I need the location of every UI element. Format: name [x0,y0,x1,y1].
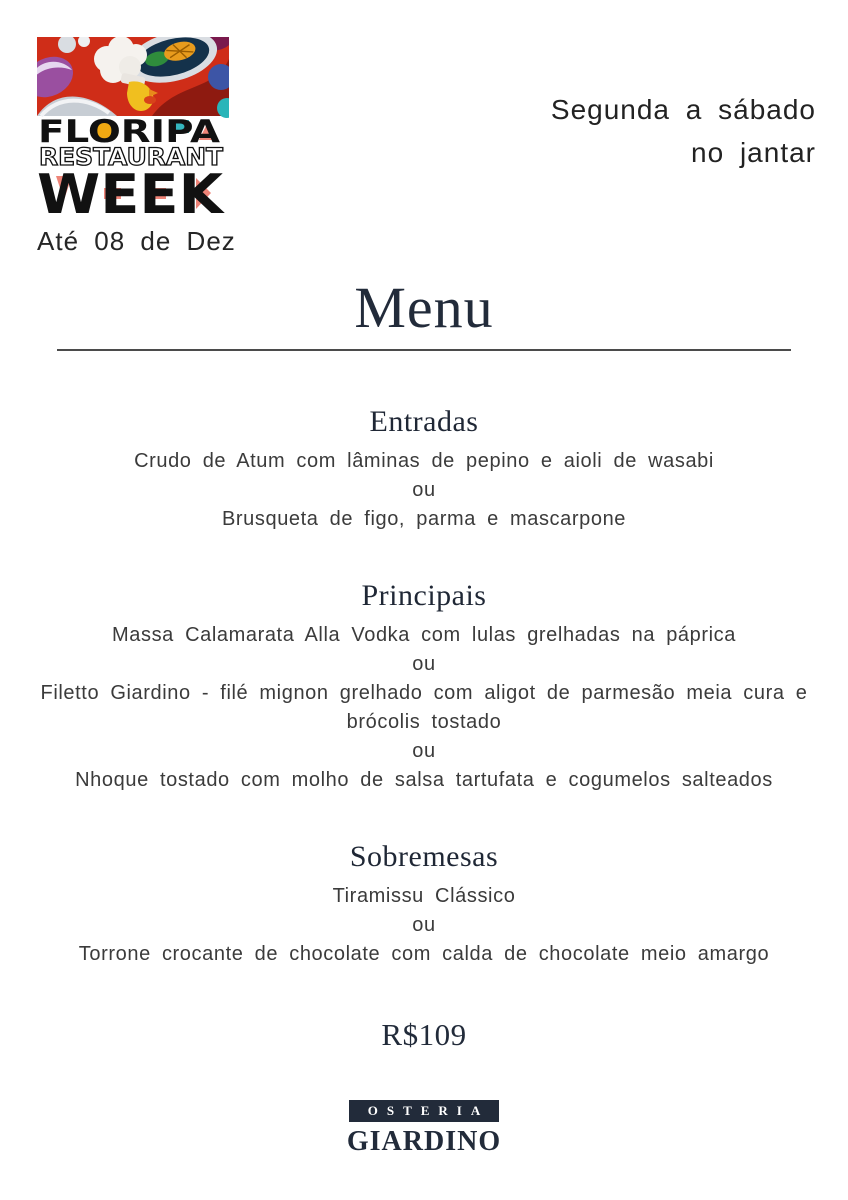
schedule-line1: Segunda a sábado [550,94,816,125]
dish-item: Brusqueta de figo, parma e mascarpone [221,508,627,530]
floripa-logo [37,37,236,257]
dish-item: Filetto Giardino - filé mignon grelhado com aligot de parmesão meia cura e brócolis tostado [40,682,808,733]
dish-item: Crudo de Atum com lâminas de pepino e aioli de wasabi [134,450,714,472]
restaurant-logo [0,1100,848,1158]
logo-week-text: WEEK [37,163,226,217]
or-separator: ou [412,914,436,936]
price: R$109 [381,1017,467,1052]
section-sobremesas-heading: Sobremesas [349,840,499,873]
logo-floripa-text: FLORIPA [38,114,221,150]
section-entradas-heading: Entradas [369,405,479,438]
giardino-wordmark: GIARDINO [346,1126,502,1157]
dish-item: Tiramissu Clássico [332,885,516,907]
logo-date: Até 08 de Dez [37,226,236,256]
osteria-banner: OSTERIA [349,1100,499,1122]
section-sobremesas [0,840,848,969]
dish-item: Massa Calamarata Alla Vodka com lulas grelhadas na páprica [112,624,736,646]
floripa-logo-graphic [37,37,229,217]
chef-illustration-icon [37,37,229,118]
or-separator: ou [412,653,436,675]
section-principais [0,579,848,795]
dish-item: Torrone crocante de chocolate com calda de chocolate meio amargo [78,943,770,965]
or-separator: ou [412,740,436,762]
logo-restaurant-text: RESTAURANT [39,143,224,171]
title-divider [57,349,791,351]
section-principais-heading: Principais [361,579,487,612]
schedule-line2: no jantar [691,137,816,168]
schedule [551,88,816,174]
section-entradas [0,405,848,534]
dish-item: Nhoque tostado com molho de salsa tartufata e cogumelos salteados [75,769,773,791]
or-separator: ou [412,479,436,501]
menu-content [0,276,848,1053]
menu-title: Menu [354,275,494,340]
